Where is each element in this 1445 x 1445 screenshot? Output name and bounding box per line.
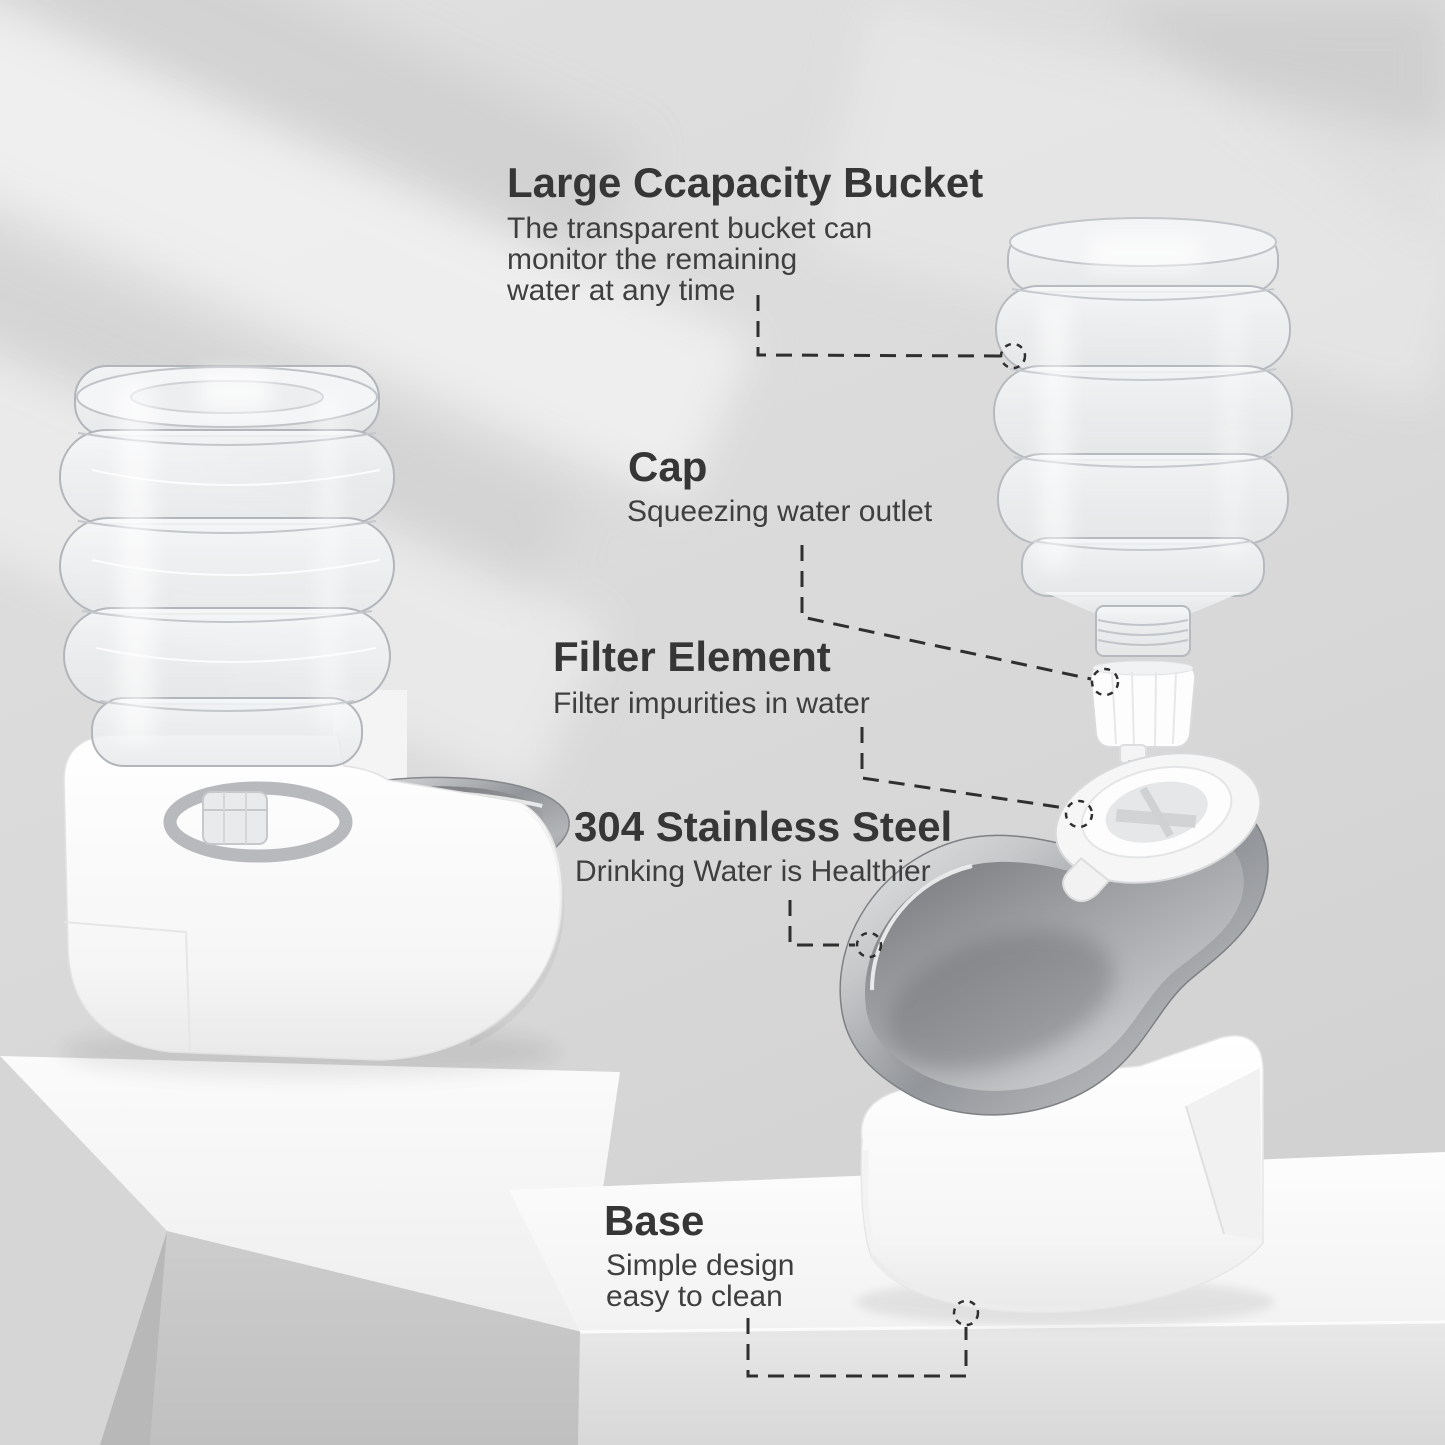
steel-label-desc xyxy=(575,856,931,887)
steel-desc-line: Drinking Water is Healthier xyxy=(575,855,931,888)
bucket-desc-line: water at any time xyxy=(507,274,736,307)
base-label-desc xyxy=(606,1250,794,1312)
left-pedestal xyxy=(0,1056,620,1445)
filter-label-title: Filter Element xyxy=(553,633,831,680)
bucket-label-desc xyxy=(507,213,872,306)
dispenser-bottle xyxy=(60,366,394,766)
bucket-desc-line: monitor the remaining xyxy=(507,243,798,276)
base-label-title: Base xyxy=(604,1197,705,1244)
base-desc-line: easy to clean xyxy=(606,1280,783,1313)
bucket-label-title: Large Ccapacity Bucket xyxy=(507,159,984,206)
cap-desc-line: Squeezing water outlet xyxy=(627,495,933,528)
cap-label-title: Cap xyxy=(628,443,708,490)
bucket-desc-line: The transparent bucket can xyxy=(507,212,873,245)
exploded-bucket xyxy=(994,218,1292,656)
filter-label-desc xyxy=(553,688,870,719)
filter-desc-line: Filter impurities in water xyxy=(553,687,870,720)
steel-label-title: 304 Stainless Steel xyxy=(574,803,953,850)
base-desc-line: Simple design xyxy=(606,1249,795,1282)
cap-label-desc xyxy=(627,496,932,527)
